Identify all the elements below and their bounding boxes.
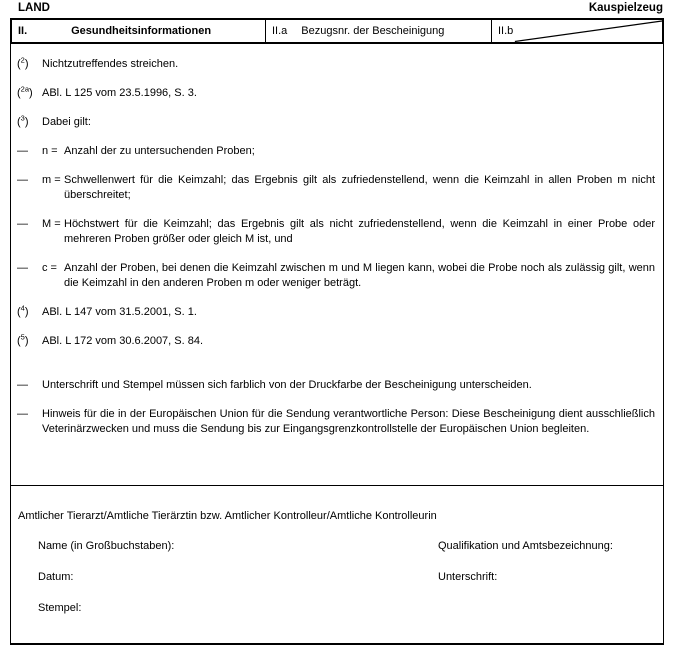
note-term: M =: [42, 218, 61, 230]
footnote-marker: ($^5$): [17, 332, 29, 347]
note-row: [17, 407, 655, 437]
note-term: m =: [42, 174, 61, 186]
header-table: [10, 18, 664, 44]
signature-field-label: Unterschrift:: [438, 571, 498, 583]
note-text: Schwellenwert für die Keimzahl; das Ergebnis gilt als zufriedenstellend, wenn die Keimzahl in allen Proben m nicht überschreitet;: [64, 174, 655, 201]
header-cell-reference: [265, 20, 491, 42]
header-cell-section: [12, 20, 265, 42]
footnote-marker: ($^{2a}$): [17, 84, 33, 99]
note-row: [17, 115, 655, 130]
product-label: Kauspielzeug: [588, 2, 663, 14]
note-text: Nichtzutreffendes streichen.: [42, 58, 179, 70]
signature-rows: [18, 539, 655, 616]
note-text: ABl. L 172 vom 30.6.2007, S. 84.: [42, 335, 204, 347]
iib-code: II.b: [498, 25, 514, 37]
note-row: [17, 334, 655, 349]
section-code: II.: [18, 25, 28, 37]
footnotes-section: [11, 44, 663, 486]
dash-marker: —: [17, 408, 28, 420]
signature-field-label: Datum:: [38, 571, 74, 583]
dash-marker: —: [17, 218, 28, 230]
signature-field-label: Name (in Großbuchstaben):: [38, 540, 175, 552]
signature-title: Amtlicher Tierarzt/Amtliche Tierärztin bzw. Amtlicher Kontrolleur/Amtliche Kontrolleurin: [18, 510, 437, 522]
footnote-marker: ($^4$): [17, 303, 29, 318]
country-label: LAND: [18, 2, 50, 14]
note-text: Anzahl der Proben, bei denen die Keimzahl zwischen m und M liegen kann, wobei die Probe noch als zulässig gilt, wenn die Keimzahl in den anderen Proben m oder weniger beträgt.: [64, 262, 655, 289]
dash-marker: —: [17, 262, 28, 274]
note-term: c =: [42, 262, 57, 274]
header-cell-iib: [491, 20, 662, 42]
note-text: Anzahl der zu untersuchenden Proben;: [64, 145, 255, 157]
note-term: n =: [42, 145, 58, 157]
reference-code: II.a: [272, 25, 288, 37]
note-row: [17, 305, 655, 320]
footnote-marker: ($^3$): [17, 113, 29, 128]
signature-section: [11, 486, 663, 632]
note-row: [17, 57, 655, 72]
signature-field-label: Qualifikation und Amtsbezeichnung:: [438, 540, 613, 552]
dash-marker: —: [17, 174, 28, 186]
strikeout-diagonal-line: [492, 20, 662, 42]
note-text: Dabei gilt:: [42, 116, 91, 128]
content-box: [10, 44, 664, 645]
signature-row: [38, 601, 655, 616]
footnote-marker: ($^2$): [17, 55, 29, 70]
note-row: [17, 144, 655, 159]
note-row: [17, 86, 655, 101]
dash-marker: —: [17, 145, 28, 157]
signature-row: [38, 570, 655, 585]
note-text: Hinweis für die in der Europäischen Union für die Sendung verantwortliche Person: Diese Bescheinigung dient ausschließlich Veterinärzwecken und muss die Sendung bis zur Eingangsgrenzkontrollstelle der Europäischen Union begleiten.: [42, 408, 655, 435]
note-text: ABl. L 125 vom 23.5.1996, S. 3.: [42, 87, 197, 99]
reference-label: Bezugsnr. der Bescheinigung: [301, 25, 445, 37]
note-text: ABl. L 147 vom 31.5.2001, S. 1.: [42, 306, 197, 318]
signature-field-label: Stempel:: [38, 602, 82, 614]
top-labels: [18, 2, 663, 14]
signature-row: [38, 539, 655, 554]
note-row: [17, 261, 655, 291]
section-title: Gesundheitsinformationen: [71, 25, 212, 37]
dash-marker: —: [17, 379, 28, 391]
note-text: Höchstwert für die Keimzahl; das Ergebnis gilt als nicht zufriedenstellend, wenn die Keimzahl in einer Probe oder mehreren Proben größer oder gleich M ist, und: [64, 218, 655, 245]
note-text: Unterschrift und Stempel müssen sich farblich von der Druckfarbe der Bescheinigung unterscheiden.: [42, 379, 532, 391]
note-row: [17, 217, 655, 247]
note-row: [17, 173, 655, 203]
note-row: [17, 378, 655, 393]
